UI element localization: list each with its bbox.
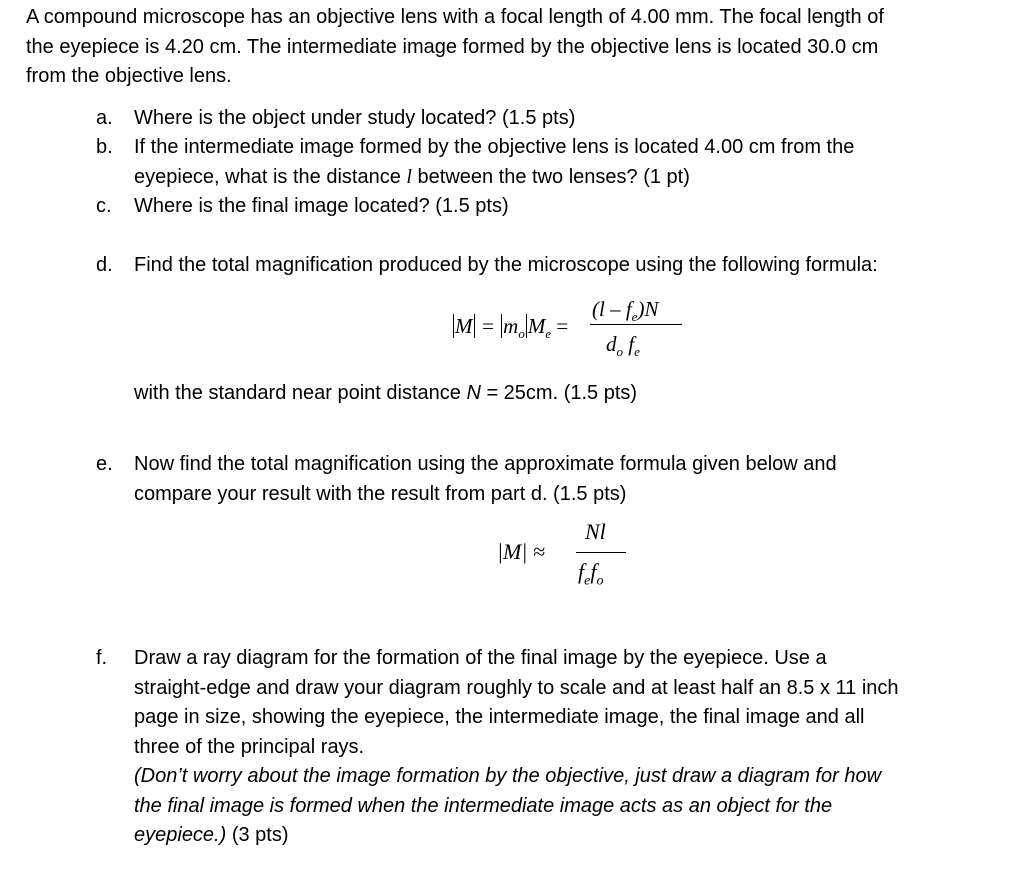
question-text-cont: straight-edge and draw your diagram roughly to scale and at least half an 8.5 x 11 inch <box>134 676 899 699</box>
question-text: Where is the final image located? (1.5 pts) <box>134 195 509 217</box>
question-text: Draw a ray diagram for the formation of the final image by the eyepiece. Use a <box>134 647 827 669</box>
question-label: e. <box>96 453 113 475</box>
formula-numerator: $(l - f_e)N$ <box>592 297 659 325</box>
formula-numerator: Nl <box>585 519 606 544</box>
intro-line: A compound microscope has an objective lens with a focal length of 4.00 mm. The focal length of <box>26 6 884 28</box>
question-text-cont: three of the principal rays. <box>134 735 365 758</box>
intro-line: the eyepiece is 4.20 cm. The intermediate image formed by the objective lens is located 30.0 cm <box>26 35 879 58</box>
formula-denominator: $d_o$ $f_e$ <box>606 332 640 360</box>
question-text: If the intermediate image formed by the objective lens is located 4.00 cm from the <box>134 136 855 158</box>
question-text: Where is the object under study located? (1.5 pts) <box>134 107 576 129</box>
formula-denominator: $f_ef_o$ <box>578 559 604 589</box>
variable-N: N <box>466 382 481 404</box>
question-label: f. <box>96 647 108 669</box>
formula-lhs: |M| ≈ <box>497 539 545 564</box>
question-text-cont: compare your result with the result from part d. (1.5 pts) <box>134 482 627 505</box>
question-label: c. <box>96 195 112 217</box>
question-text: with the standard near point distance N = 25cm. (1.5 pts) <box>134 382 638 404</box>
question-text: Find the total magnification produced by the microscope using the following formula: <box>134 254 878 276</box>
question-label: d. <box>96 254 113 276</box>
question-note: eyepiece.) (3 pts) <box>134 824 289 846</box>
variable-l: l <box>406 165 412 188</box>
question-note: the final image is formed when the intermediate image acts as an object for the <box>134 794 833 817</box>
fraction-bar <box>576 552 626 553</box>
question-label: b. <box>96 136 113 158</box>
question-label: a. <box>96 107 113 129</box>
formula-lhs: $M = m_o$ $M_e$ = <box>455 314 569 342</box>
fraction-bar <box>590 324 682 325</box>
question-text: Now find the total magnification using the approximate formula given below and <box>134 453 837 475</box>
question-text-cont: eyepiece, what is the distance l between the two lenses? (1 pt) <box>134 165 690 188</box>
question-note: (Don’t worry about the image formation by the objective, just draw a diagram for how <box>134 765 882 787</box>
question-text-cont: page in size, showing the eyepiece, the intermediate image, the final image and all <box>134 706 865 728</box>
problem-statement <box>26 3 1006 92</box>
intro-line: from the objective lens. <box>26 65 232 87</box>
